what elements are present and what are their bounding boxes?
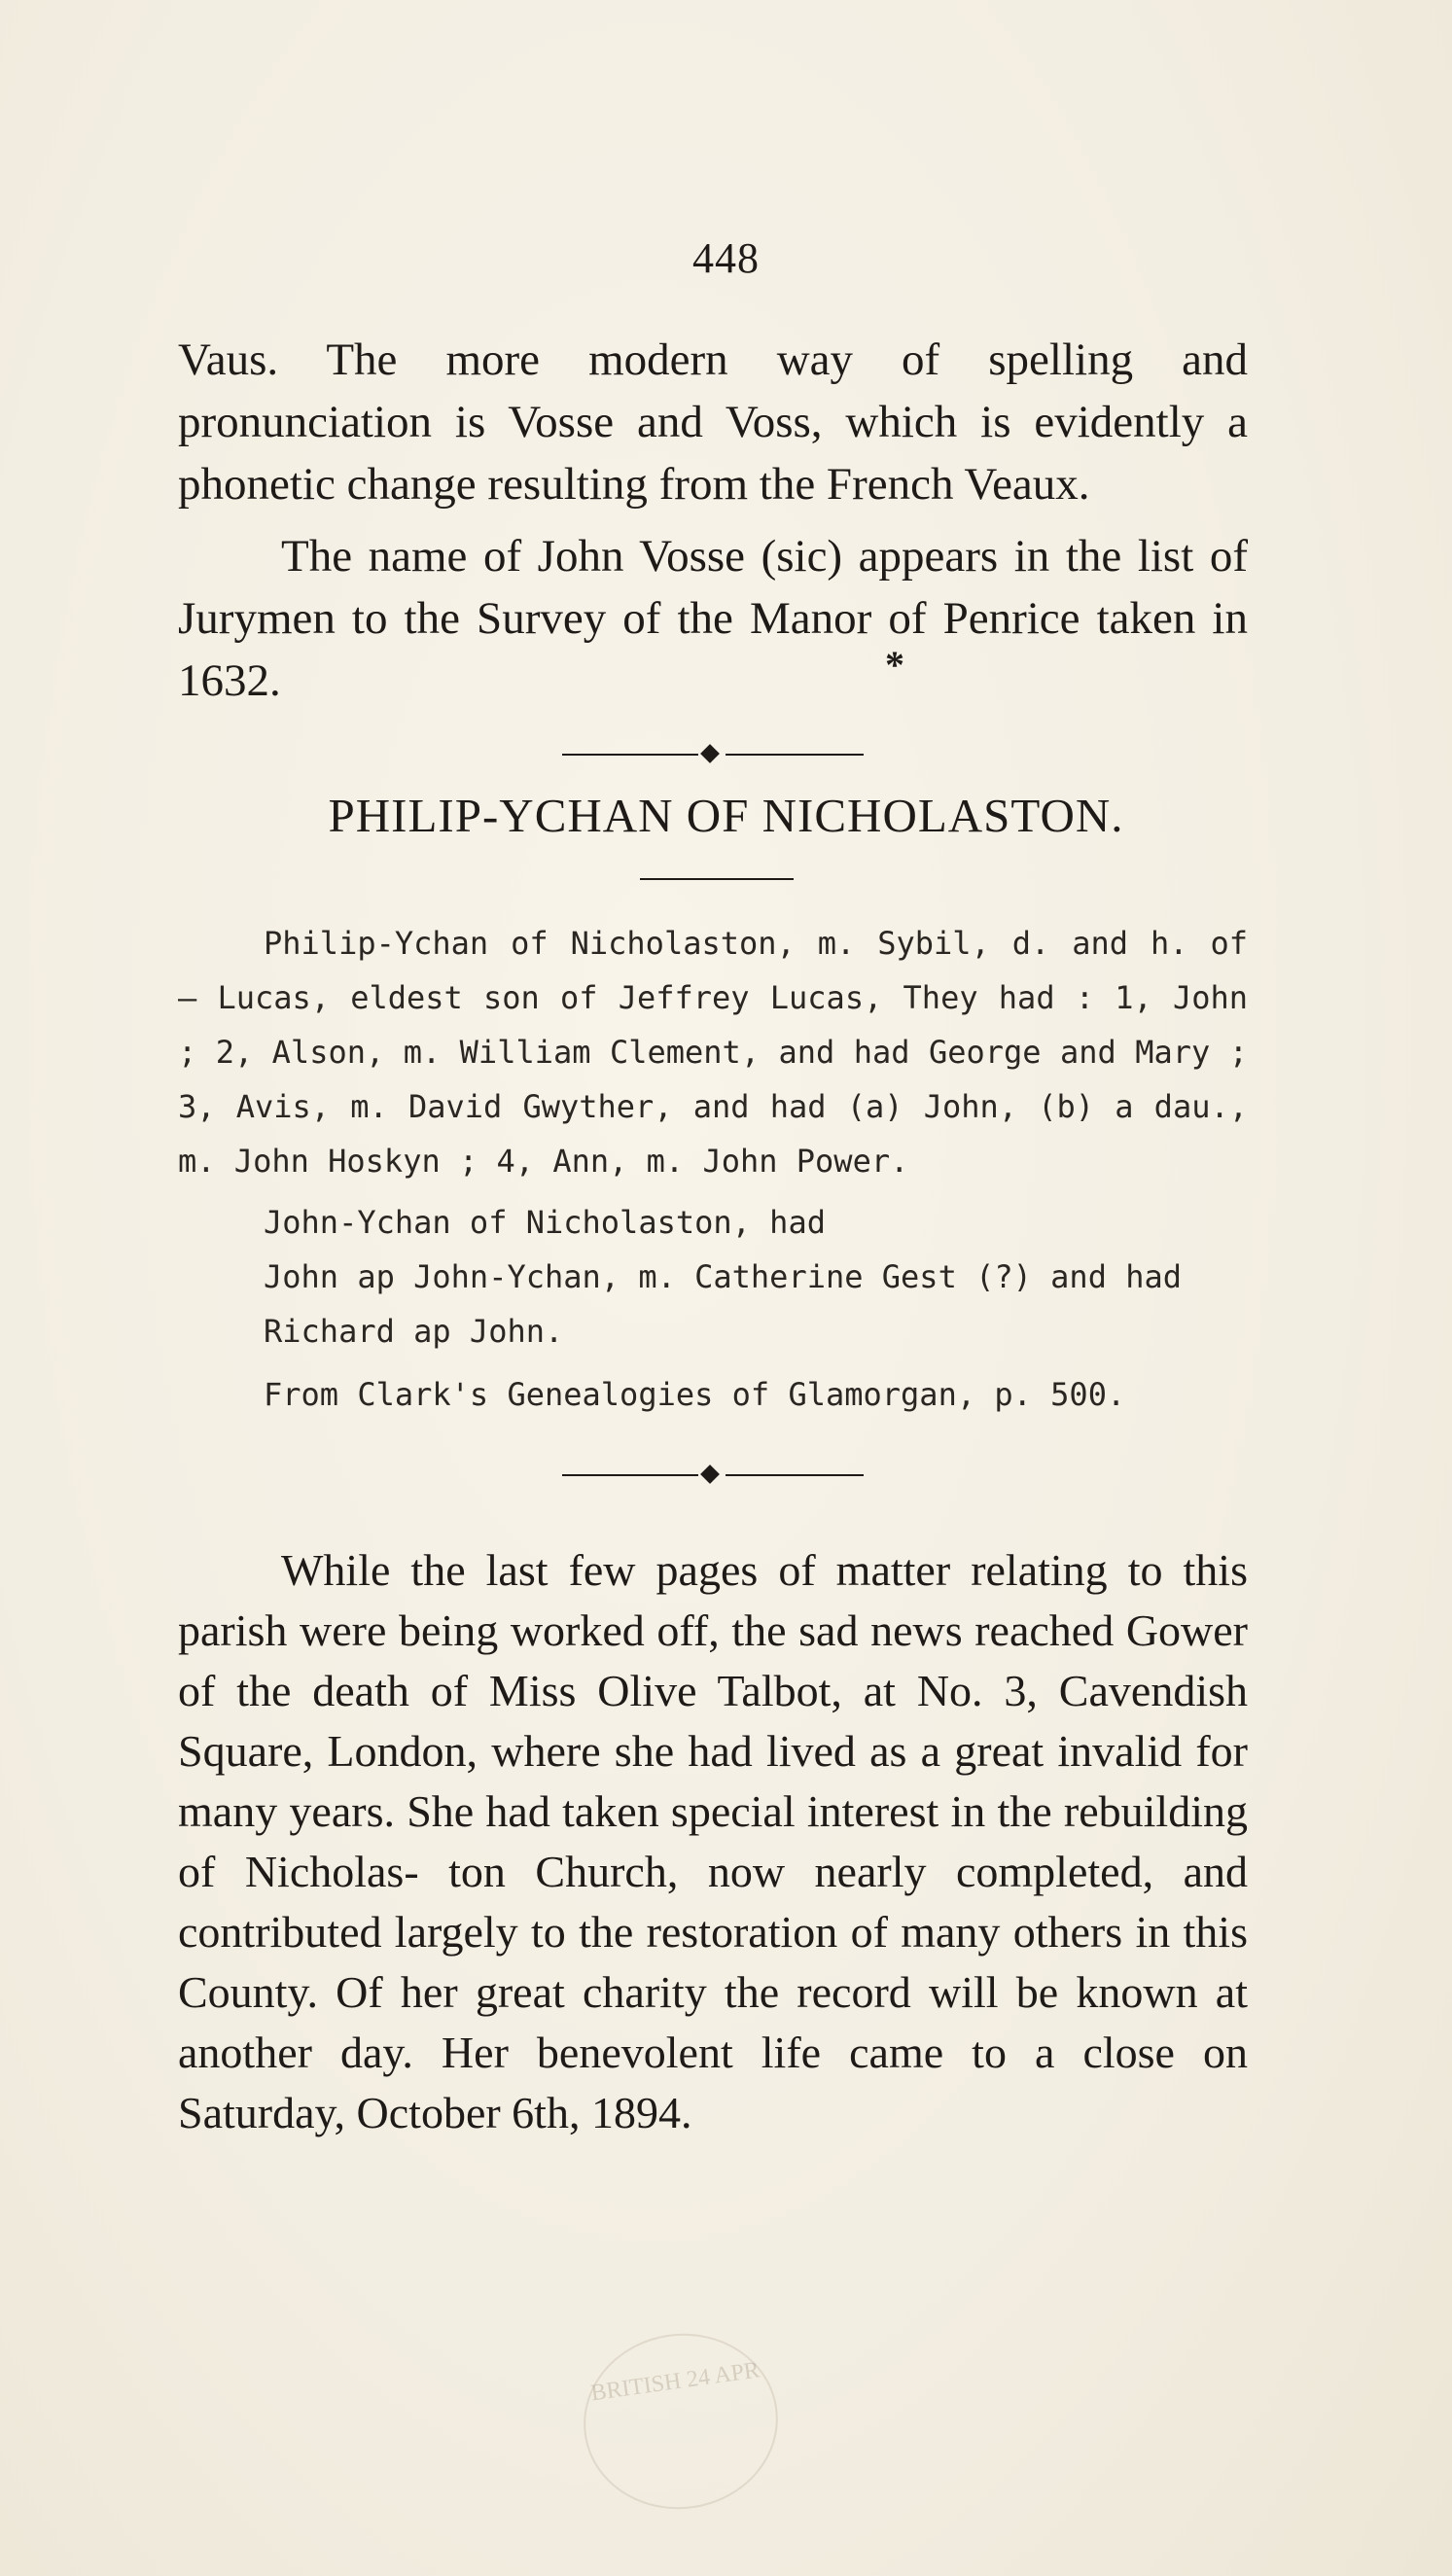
- pedigree-line: John-Ychan of Nicholaston, had: [264, 1204, 826, 1241]
- pedigree-line: John ap John-Ychan, m. Catherine Gest (?) and had: [264, 1258, 1183, 1295]
- page-number: 448: [692, 234, 760, 282]
- obituary-paragraph: While the last few pages of matter relating to this parish were being worked off, the sad news reached Gower of the death of Miss Olive Talbot, at No. 3, Cavendish Square, London, where she had lived as a great invalid for many years. She had taken special interest in the rebuilding of Nicholas- ton Church, now nearly completed, and contributed largely to the restoration of many others in this County. Of her great charity the record will be known at another day. Her benevolent life came to a close on Saturday, October 6th, 1894.: [178, 1545, 1248, 2137]
- title-underline: [640, 878, 794, 880]
- section-title: PHILIP-YCHAN OF NICHOLASTON.: [328, 789, 1124, 842]
- jury-paragraph: The name of John Vosse (sic) appears in the list of Jurymen to the Survey of the Manor of Penrice taken in 1632.: [178, 531, 1248, 706]
- section-divider-ornament: [562, 743, 864, 766]
- pedigree-source: From Clark's Genealogies of Glamorgan, p. 500.: [264, 1376, 1126, 1413]
- continuation-paragraph: Vaus. The more modern way of spelling and pronunciation is Vosse and Voss, which is evidently a phonetic change resulting from the French Veaux.: [178, 335, 1248, 510]
- library-stamp: BRITISH 24 APR: [572, 2321, 789, 2522]
- pedigree-line: Richard ap John.: [264, 1313, 564, 1350]
- section-divider-ornament: [562, 1464, 864, 1487]
- asterisk-mark: *: [885, 643, 904, 687]
- diamond-icon: [700, 1464, 720, 1484]
- diamond-icon: [700, 744, 720, 763]
- pedigree-entry: Philip-Ychan of Nicholaston, m. Sybil, d. and h. of — Lucas, eldest son of Jeffrey Lucas, They had : 1, John ; 2, Alson, m. William Clement, and had George and Mary ; 3, Avis, m. David Gwyther, and had (a) John, (b) a dau., m. John Hoskyn ; 4, Ann, m. John Power.: [178, 925, 1248, 1180]
